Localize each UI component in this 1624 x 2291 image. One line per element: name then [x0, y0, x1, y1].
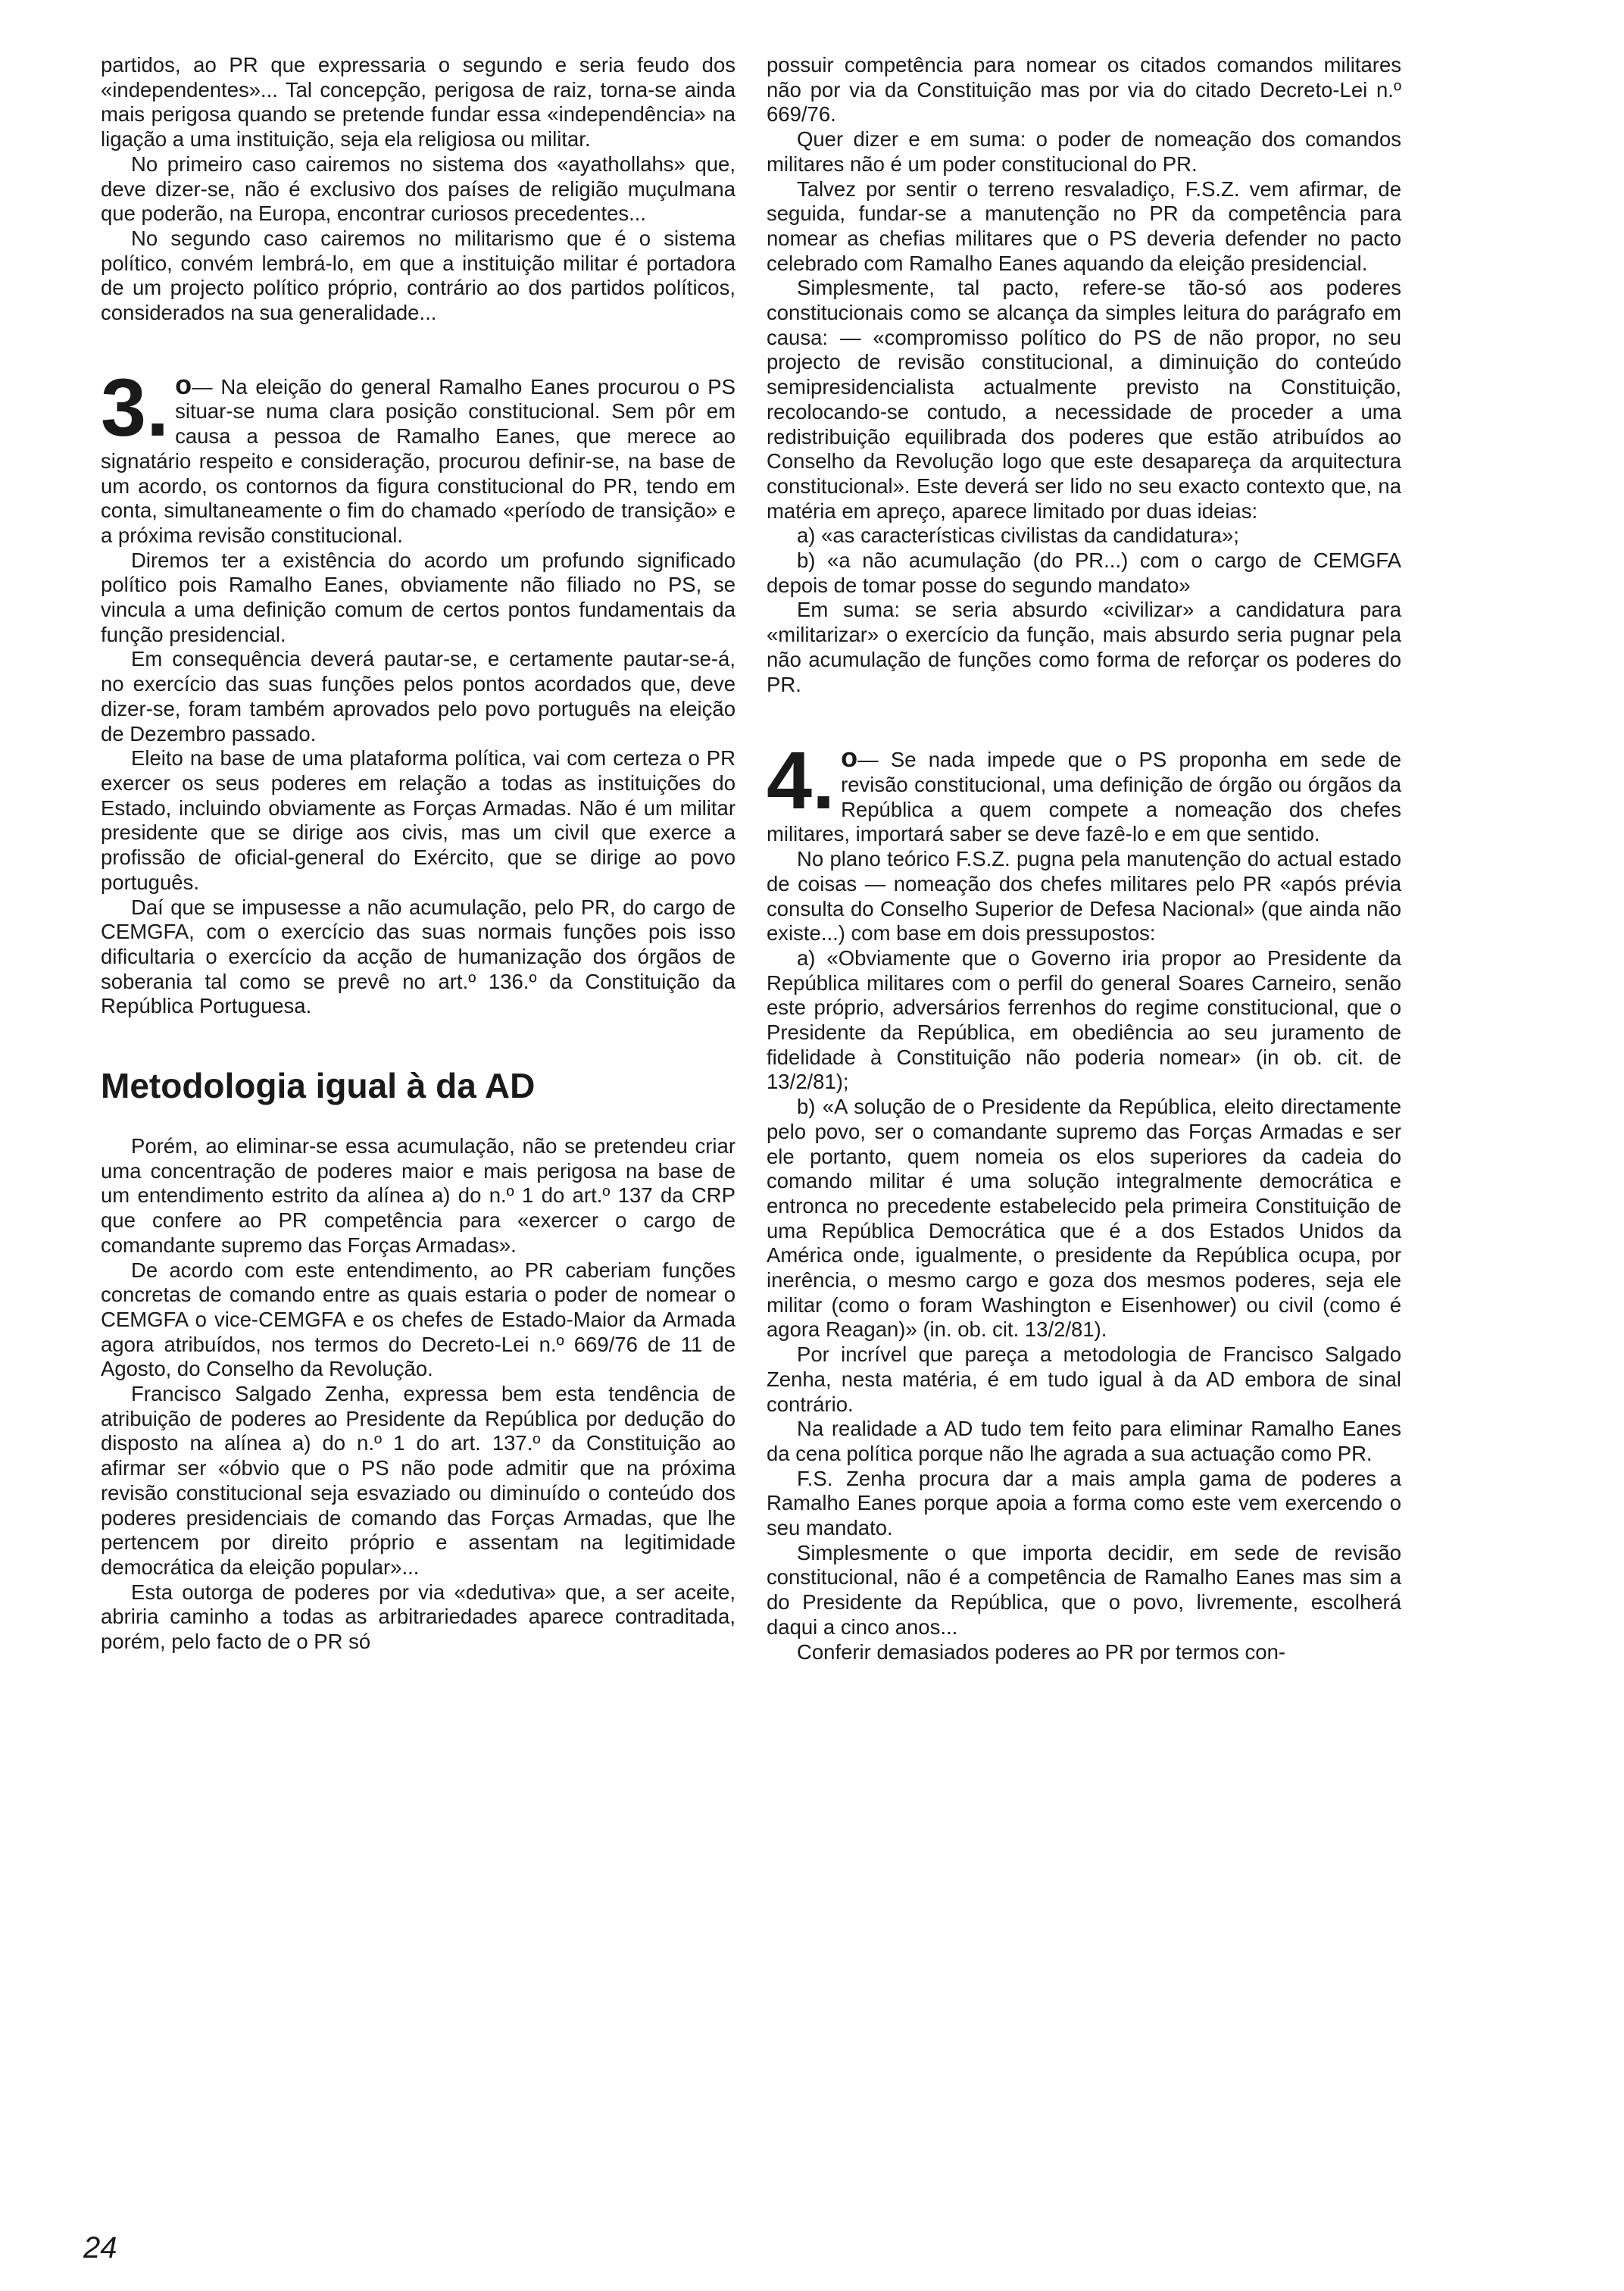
paragraph: No plano teórico F.S.Z. pugna pela manutenção do actual estado de coisas — nomeação dos chefes militares pelo PR «após prévia consulta do Conselho Superior de Defesa Nacional» (que ainda não existe...) com base em dois pressupostos:: [767, 847, 1401, 945]
paragraph: b) «a não acumulação (do PR...) com o cargo de CEMGFA depois de tomar posse do segundo mandato»: [767, 549, 1401, 597]
paragraph: No primeiro caso cairemos no sistema dos «ayathollahs» que, deve dizer-se, não é exclusivo dos países de religião muçulmana que poderão, na Europa, encontrar curiosos precedentes...: [101, 152, 735, 226]
section-heading: Metodologia igual à da AD: [101, 1066, 536, 1106]
section-4-lead: o— Se nada impede que o PS proponha em sede de revisão constitucional, uma definição de órgão ou órgãos da República a quem compete a nomeação dos chefes militares, importará saber se deve fazê-lo e em que sentido.: [767, 742, 1401, 846]
section-4: [767, 734, 1401, 847]
section-number-4: 4.: [767, 734, 835, 827]
paragraph: Simplesmente o que importa decidir, em sede de revisão constitucional, não é a competência de Ramalho Eanes mas sim a do Presidente da República, que o povo, livremente, escolherá daqui a cinco anos...: [767, 1540, 1401, 1639]
paragraph: Simplesmente, tal pacto, refere-se tão-só aos poderes constitucionais como se alcança da simples leitura do parágrafo em causa: — «compromisso político do PS de não propor, no seu projecto de revisão constitucional, a diminuição do conteúdo semipresidencialista actualmente previsto na Constituição, recolocando-se contudo, a necessidade de proceder a uma redistribuição equilibrada dos poderes que estão atribuídos ao Conselho da Revolução logo que este desapareça da arquitectura constitucional». Este deverá ser lido no seu exacto contexto que, na matéria em apreço, aparece limitado por duas ideias:: [767, 276, 1401, 523]
paragraph: Talvez por sentir o terreno resvaladiço, F.S.Z. vem afirmar, de seguida, fundar-se a manutenção no PR da competência para nomear as chefias militares que o PS deveria defender no pacto celebrado com Ramalho Eanes aquando da eleição presidencial.: [767, 177, 1401, 275]
section-4-ordinal: o: [841, 742, 858, 774]
paragraph: Diremos ter a existência do acordo um profundo significado político pois Ramalho Eanes, obviamente não filiado no PS, se vincula a uma definição comum de certos pontos fundamentais da função presidencial.: [101, 548, 735, 646]
paragraph: Por incrível que pareça a metodologia de Francisco Salgado Zenha, nesta matéria, é em tudo igual à da AD embora de sinal contrário.: [767, 1342, 1401, 1416]
section-number-3: 3.: [101, 361, 170, 453]
paragraph: Na realidade a AD tudo tem feito para eliminar Ramalho Eanes da cena política porque não lhe agrada a sua actuação como PR.: [767, 1417, 1401, 1465]
paragraph: De acordo com este entendimento, ao PR caberiam funções concretas de comando entre as quais estaria o poder de nomear o CEMGFA o vice-CEMGFA e os chefes de Estado-Maior da Armada agora atribuídos, nos termos do Decreto-Lei n.º 669/76 de 11 de Agosto, do Conselho da Revolução.: [101, 1258, 735, 1381]
paragraph: Em consequência deverá pautar-se, e certamente pautar-se-á, no exercício das suas funções pelos pontos acordados que, deve dizer-se, foram também aprovados pelo povo português na eleição de Dezembro passado.: [101, 647, 735, 745]
paragraph: Porém, ao eliminar-se essa acumulação, não se pretendeu criar uma concentração de poderes maior e mais perigosa na base de um entendimento estrito da alínea a) do n.º 1 do art.º 137 da CRP que confere ao PR competência para «exercer o cargo de comandante supremo das Forças Armadas».: [101, 1134, 735, 1257]
paragraph: Francisco Salgado Zenha, expressa bem esta tendência de atribuição de poderes ao Presidente da República por dedução do disposto na alínea a) do n.º 1 do art. 137.º da Constituição ao afirmar ser «óbvio que o PS não pode admitir que na próxima revisão constitucional seja esvaziado ou diminuído o conteúdo dos poderes presidenciais de comando das Forças Armadas, que lhe pertencem por direito próprio e assentam na legitimidade democrática da eleição popular»...: [101, 1382, 735, 1579]
section-3-ordinal: o: [175, 368, 192, 400]
paragraph: Esta outorga de poderes por via «dedutiva» que, a ser aceite, abriria caminho a todas as arbitrariedades aparece contraditada, porém, pelo facto de o PR só: [101, 1580, 735, 1654]
paragraph: F.S. Zenha procura dar a mais ampla gama de poderes a Ramalho Eanes porque apoia a forma como este vem exercendo o seu mandato.: [767, 1466, 1401, 1540]
paragraph: Daí que se impusesse a não acumulação, pelo PR, do cargo de CEMGFA, com o exercício das suas normais funções pois isso dificultaria o exercício da acção de humanização dos órgãos de soberania tal como se prevê no art.º 136.º da Constituição da República Portuguesa.: [101, 895, 735, 1018]
paragraph: a) «Obviamente que o Governo iria propor ao Presidente da República militares com o perfil do general Soares Carneiro, senão este próprio, adversários ferrenhos do regime constitucional, que o Presidente da República, em obediência ao seu juramento de fidelidade à Constituição não poderia nomear» (in ob. cit. de 13/2/81);: [767, 945, 1401, 1094]
paragraph: possuir competência para nomear os citados comandos militares não por via da Constituição mas por via do citado Decreto-Lei n.º 669/76.: [767, 53, 1401, 127]
paragraph: b) «A solução de o Presidente da República, eleito directamente pelo povo, ser o comandante supremo das Forças Armadas e ser ele portanto, quem nomeia os elos superiores da cadeia do comando militar é uma solução integralmente democrática e entronca no precedente estabelecido pela primeira Constituição de uma República Democrática que é a dos Estados Unidos da América onde, igualmente, o presidente da República ocupa, por inerência, o mesmo cargo e goza dos mesmos poderes, seja ele militar (como o foram Washington e Eisenhower) ou civil (como é agora Reagan)» (in. ob. cit. 13/2/81).: [767, 1095, 1401, 1342]
page-number: 24: [83, 2231, 117, 2264]
paragraph: a) «as características civilistas da candidatura»;: [797, 524, 1239, 548]
right-column: [767, 53, 1401, 1664]
section-3-lead: o— Na eleição do general Ramalho Eanes procurou o PS situar-se numa clara posição constitucional. Sem pôr em causa a pessoa de Ramalho Eanes, que merece ao signatário respeito e consideração, procurou definir-se, na base de um acordo, os contornos da figura constitucional do PR, tendo em conta, simultaneamente o fim do chamado «período de transição» e a próxima revisão constitucional.: [101, 368, 735, 547]
paragraph: Em suma: se seria absurdo «civilizar» a candidatura para «militarizar» o exercício da função, mais absurdo seria pugnar pela não acumulação de funções como forma de reforçar os poderes do PR.: [767, 598, 1401, 696]
paragraph: Quer dizer e em suma: o poder de nomeação dos comandos militares não é um poder constitucional do PR.: [767, 127, 1401, 176]
paragraph: partidos, ao PR que expressaria o segundo e seria feudo dos «independentes»... Tal concepção, perigosa de raiz, torna-se ainda mais perigosa quando se pretende fundar essa «independência» na ligação a uma instituição, seja ela religiosa ou militar.: [101, 53, 735, 152]
left-column: [101, 53, 735, 1655]
paragraph: Eleito na base de uma plataforma política, vai com certeza o PR exercer os seus poderes em relação a todas as instituições do Estado, incluindo obviamente as Forças Armadas. Não é um militar presidente que se dirige aos civis, mas um civil que exerce a profissão de oficial-general do Exército, que se dirige ao povo português.: [101, 746, 735, 894]
section-3: [101, 361, 735, 549]
paragraph: No segundo caso cairemos no militarismo que é o sistema político, convém lembrá-lo, em que a instituição militar é portadora de um projecto político próprio, contrário ao dos partidos políticos, considerados na sua generalidade...: [101, 226, 735, 325]
paragraph: Conferir demasiados poderes ao PR por termos con-: [797, 1639, 1286, 1664]
